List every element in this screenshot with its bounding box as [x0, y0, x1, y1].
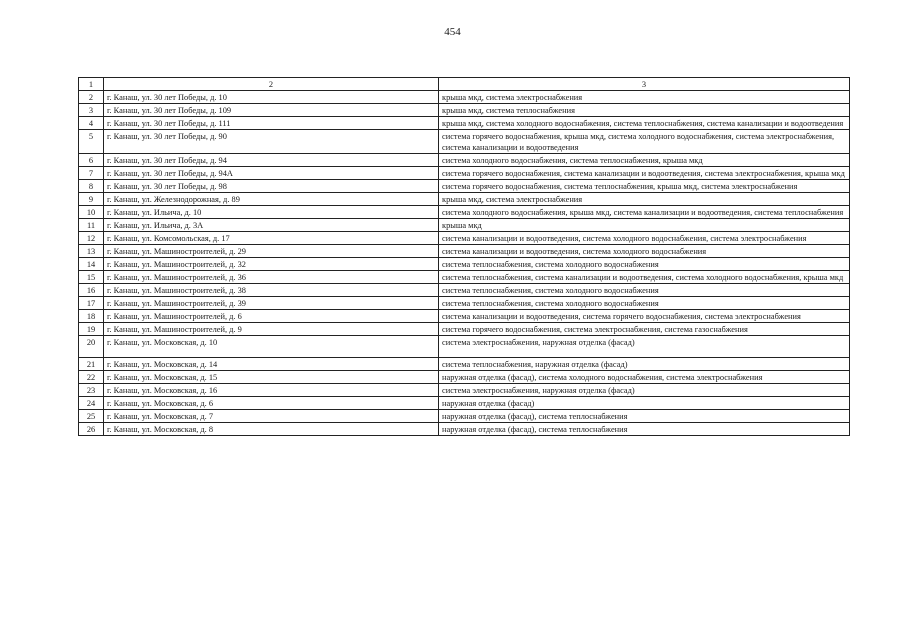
row-number-cell: 18 — [79, 310, 104, 323]
address-cell: г. Канаш, ул. Московская, д. 16 — [104, 384, 439, 397]
address-cell: г. Канаш, ул. Ильича, д. 10 — [104, 206, 439, 219]
address-cell: г. Канаш, ул. 30 лет Победы, д. 90 — [104, 130, 439, 154]
table-row — [79, 358, 850, 371]
table-row — [79, 154, 850, 167]
table-row — [79, 397, 850, 410]
table-row — [79, 384, 850, 397]
table-row — [79, 245, 850, 258]
systems-cell: система электроснабжения, наружная отделка (фасад) — [439, 384, 850, 397]
table-row — [79, 371, 850, 384]
row-number-cell: 24 — [79, 397, 104, 410]
address-cell: г. Канаш, ул. 30 лет Победы, д. 98 — [104, 180, 439, 193]
row-number-cell: 21 — [79, 358, 104, 371]
systems-cell: наружная отделка (фасад) — [439, 397, 850, 410]
row-number-cell: 7 — [79, 167, 104, 180]
address-cell: г. Канаш, ул. Машиностроителей, д. 6 — [104, 310, 439, 323]
row-number-cell: 10 — [79, 206, 104, 219]
row-number-cell: 2 — [79, 91, 104, 104]
systems-cell: система горячего водоснабжения, система канализации и водоотведения, система электроснабжения, крыша мкд — [439, 167, 850, 180]
systems-cell: система теплоснабжения, система холодного водоснабжения — [439, 284, 850, 297]
address-cell: г. Канаш, ул. Железнодорожная, д. 89 — [104, 193, 439, 206]
address-cell: г. Канаш, ул. 30 лет Победы, д. 109 — [104, 104, 439, 117]
row-number-cell: 16 — [79, 284, 104, 297]
systems-cell: крыша мкд, система электроснабжения — [439, 91, 850, 104]
row-number-cell: 11 — [79, 219, 104, 232]
column-header-address: 2 — [104, 78, 439, 91]
address-cell: г. Канаш, ул. 30 лет Победы, д. 111 — [104, 117, 439, 130]
address-cell: г. Канаш, ул. Московская, д. 10 — [104, 336, 439, 358]
table-row — [79, 297, 850, 310]
row-number-cell: 26 — [79, 423, 104, 436]
systems-cell: система горячего водоснабжения, система теплоснабжения, крыша мкд, система электроснабжения — [439, 180, 850, 193]
systems-cell: система горячего водоснабжения, крыша мкд, система холодного водоснабжения, система электроснабжения, система канализации и водоотведения — [439, 130, 850, 154]
address-cell: г. Канаш, ул. Московская, д. 8 — [104, 423, 439, 436]
address-cell: г. Канаш, ул. 30 лет Победы, д. 94А — [104, 167, 439, 180]
table-row — [79, 232, 850, 245]
systems-cell: система холодного водоснабжения, крыша мкд, система канализации и водоотведения, система теплоснабжения — [439, 206, 850, 219]
address-cell: г. Канаш, ул. Машиностроителей, д. 39 — [104, 297, 439, 310]
address-cell: г. Канаш, ул. Комсомольская, д. 17 — [104, 232, 439, 245]
systems-cell: система холодного водоснабжения, система теплоснабжения, крыша мкд — [439, 154, 850, 167]
table-row — [79, 271, 850, 284]
address-cell: г. Канаш, ул. Машиностроителей, д. 36 — [104, 271, 439, 284]
address-cell: г. Канаш, ул. Ильича, д. 3А — [104, 219, 439, 232]
row-number-cell: 22 — [79, 371, 104, 384]
table-row — [79, 91, 850, 104]
table-row — [79, 167, 850, 180]
row-number-cell: 8 — [79, 180, 104, 193]
row-number-cell: 14 — [79, 258, 104, 271]
address-cell: г. Канаш, ул. Машиностроителей, д. 38 — [104, 284, 439, 297]
systems-cell: наружная отделка (фасад), система холодного водоснабжения, система электроснабжения — [439, 371, 850, 384]
systems-cell: крыша мкд — [439, 219, 850, 232]
row-number-cell: 13 — [79, 245, 104, 258]
systems-cell: система теплоснабжения, наружная отделка (фасад) — [439, 358, 850, 371]
table-row — [79, 219, 850, 232]
table-row — [79, 130, 850, 154]
systems-cell: система канализации и водоотведения, система горячего водоснабжения, система электроснабжения — [439, 310, 850, 323]
row-number-cell: 20 — [79, 336, 104, 358]
row-number-cell: 3 — [79, 104, 104, 117]
table-row — [79, 180, 850, 193]
row-number-cell: 25 — [79, 410, 104, 423]
row-number-cell: 23 — [79, 384, 104, 397]
systems-cell: система канализации и водоотведения, система холодного водоснабжения — [439, 245, 850, 258]
table-row — [79, 258, 850, 271]
systems-cell: система теплоснабжения, система холодного водоснабжения — [439, 258, 850, 271]
table-row — [79, 284, 850, 297]
systems-cell: наружная отделка (фасад), система теплоснабжения — [439, 410, 850, 423]
address-cell: г. Канаш, ул. 30 лет Победы, д. 94 — [104, 154, 439, 167]
table-row — [79, 323, 850, 336]
row-number-cell: 4 — [79, 117, 104, 130]
systems-cell: наружная отделка (фасад), система теплоснабжения — [439, 423, 850, 436]
table-row — [79, 104, 850, 117]
systems-cell: крыша мкд, система теплоснабжения — [439, 104, 850, 117]
systems-cell: система канализации и водоотведения, система холодного водоснабжения, система электроснабжения — [439, 232, 850, 245]
address-cell: г. Канаш, ул. Машиностроителей, д. 32 — [104, 258, 439, 271]
systems-cell: система теплоснабжения, система канализации и водоотведения, система холодного водоснабжения, крыша мкд — [439, 271, 850, 284]
table-header-row — [79, 78, 850, 91]
table-row — [79, 410, 850, 423]
column-header-systems: 3 — [439, 78, 850, 91]
address-cell: г. Канаш, ул. Машиностроителей, д. 9 — [104, 323, 439, 336]
page-number: 454 — [444, 26, 461, 38]
row-number-cell: 9 — [79, 193, 104, 206]
systems-cell: система горячего водоснабжения, система электроснабжения, система газоснабжения — [439, 323, 850, 336]
column-header-number: 1 — [79, 78, 104, 91]
systems-cell: система теплоснабжения, система холодного водоснабжения — [439, 297, 850, 310]
systems-cell: система электроснабжения, наружная отделка (фасад) — [439, 336, 850, 358]
table-row — [79, 310, 850, 323]
row-number-cell: 12 — [79, 232, 104, 245]
address-cell: г. Канаш, ул. Московская, д. 7 — [104, 410, 439, 423]
row-number-cell: 5 — [79, 130, 104, 154]
table-row — [79, 336, 850, 358]
table-row — [79, 206, 850, 219]
table-row — [79, 193, 850, 206]
address-cell: г. Канаш, ул. Московская, д. 14 — [104, 358, 439, 371]
table-row — [79, 117, 850, 130]
address-cell: г. Канаш, ул. 30 лет Победы, д. 10 — [104, 91, 439, 104]
building-systems-table — [78, 77, 850, 436]
row-number-cell: 15 — [79, 271, 104, 284]
row-number-cell: 6 — [79, 154, 104, 167]
systems-cell: крыша мкд, система электроснабжения — [439, 193, 850, 206]
address-cell: г. Канаш, ул. Московская, д. 6 — [104, 397, 439, 410]
systems-cell: крыша мкд, система холодного водоснабжения, система теплоснабжения, система канализации и водоотведения — [439, 117, 850, 130]
table-row — [79, 423, 850, 436]
row-number-cell: 19 — [79, 323, 104, 336]
row-number-cell: 17 — [79, 297, 104, 310]
address-cell: г. Канаш, ул. Машиностроителей, д. 29 — [104, 245, 439, 258]
address-cell: г. Канаш, ул. Московская, д. 15 — [104, 371, 439, 384]
